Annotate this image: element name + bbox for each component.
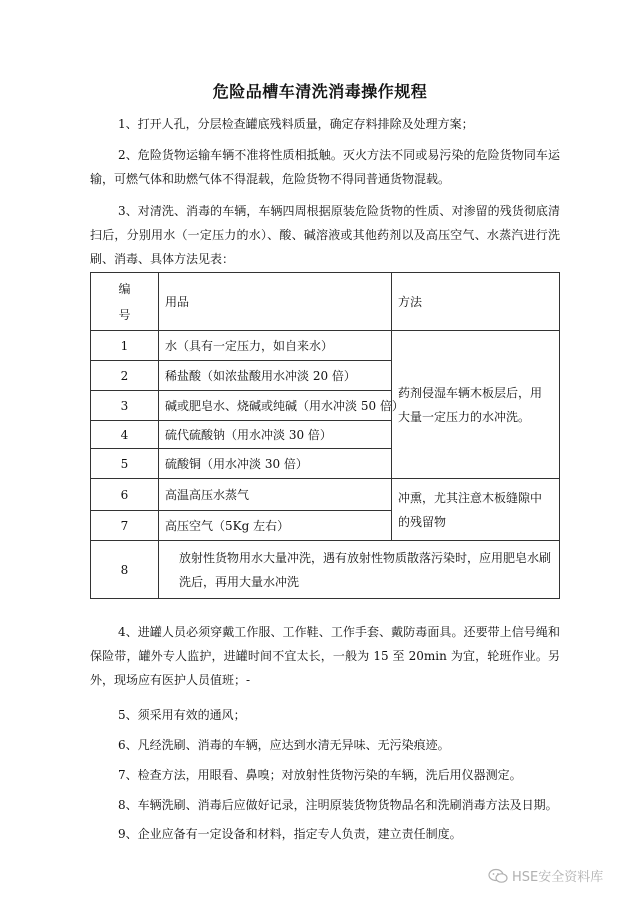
header-item: 用品 xyxy=(159,273,392,331)
page-title: 危险品槽车清洗消毒操作规程 xyxy=(212,82,428,101)
method-chemical-wash: 药剂侵湿车辆木板层后，用大量一定压力的水冲洗。 xyxy=(392,331,560,479)
paragraph-7-text: 7、检查方法，用眼看、鼻嗅；对放射性货物污染的车辆，洗后用仪器测定。 xyxy=(118,768,522,782)
watermark-text: HSE安全资料库 xyxy=(512,870,604,885)
paragraph-5-text: 5、须采用有效的通风； xyxy=(118,708,246,722)
paragraph-4-text: 4、进罐人员必须穿戴工作服、工作鞋、工作手套、戴防毒面具。还要带上信号绳和保险带，罐外专人监护，进罐时间不宜太长，一般为 15 至 20min 为宜，轮班作业。另外，现场应有医护人员值班；- xyxy=(90,625,560,687)
watermark xyxy=(488,866,603,885)
cleaning-method-table xyxy=(90,272,560,599)
header-no: 编 号 xyxy=(91,273,159,331)
paragraph-3 xyxy=(90,199,560,271)
row-item: 稀盐酸（如浓盐酸用水冲淡 20 倍） xyxy=(159,361,392,391)
row-no: 8 xyxy=(91,541,159,599)
paragraph-1 xyxy=(90,112,560,136)
paragraph-7 xyxy=(90,763,560,787)
paragraph-2 xyxy=(90,143,560,191)
row-item: 硫代硫酸钠（用水冲淡 30 倍） xyxy=(159,421,392,449)
header-method: 方法 xyxy=(392,273,560,331)
row-item: 高压空气（5Kg 左右） xyxy=(159,511,392,541)
paragraph-6 xyxy=(90,733,560,757)
paragraph-8 xyxy=(90,793,560,817)
row-no: 7 xyxy=(91,511,159,541)
row-no: 3 xyxy=(91,391,159,421)
table-row xyxy=(91,331,560,361)
row-no: 6 xyxy=(91,479,159,511)
method-steam-air: 冲熏，尤其注意木板缝隙中的残留物 xyxy=(392,479,560,541)
paragraph-8-text: 8、车辆洗刷、消毒后应做好记录，注明原装货物货物品名和洗刷消毒方法及日期。 xyxy=(118,798,558,812)
paragraph-5 xyxy=(90,703,560,727)
table-row xyxy=(91,479,560,511)
table-header-row xyxy=(91,273,560,331)
row-item: 高温高压水蒸气 xyxy=(159,479,392,511)
paragraph-1-text: 1、打开人孔，分层检查罐底残料质量，确定存料排除及处理方案； xyxy=(118,117,474,131)
row-no: 1 xyxy=(91,331,159,361)
row-item: 碱或肥皂水、烧碱或纯碱（用水冲淡 50 倍） xyxy=(159,391,392,421)
paragraph-9 xyxy=(90,822,560,846)
paragraph-2-text: 2、危险货物运输车辆不准将性质相抵触。灭火方法不同或易污染的危险货物同车运输，可燃气体和助燃气体不得混载，危险货物不得同普通货物混载。 xyxy=(90,148,560,186)
paragraph-6-text: 6、凡经洗刷、消毒的车辆，应达到水清无异味、无污染痕迹。 xyxy=(118,738,450,752)
wechat-icon xyxy=(488,868,508,884)
paragraph-9-text: 9、企业应备有一定设备和材料，指定专人负责，建立责任制度。 xyxy=(118,827,462,841)
row-no: 4 xyxy=(91,421,159,449)
row-no: 2 xyxy=(91,361,159,391)
row-item: 硫酸铜（用水冲淡 30 倍） xyxy=(159,449,392,479)
row-item-radioactive: 放射性货物用水大量冲洗，遇有放射性物质散落污染时，应用肥皂水刷洗后，再用大量水冲洗 xyxy=(159,541,560,599)
paragraph-4 xyxy=(90,620,560,692)
paragraph-3-text: 3、对清洗、消毒的车辆，车辆四周根据原装危险货物的性质、对渗留的残货彻底清扫后，分别用水（一定压力的水）、酸、碱溶液或其他药剂以及高压空气、水蒸汽进行洗刷、消毒、具体方法见表： xyxy=(90,204,560,266)
row-no: 5 xyxy=(91,449,159,479)
table-row xyxy=(91,541,560,599)
row-item: 水（具有一定压力，如自来水） xyxy=(159,331,392,361)
